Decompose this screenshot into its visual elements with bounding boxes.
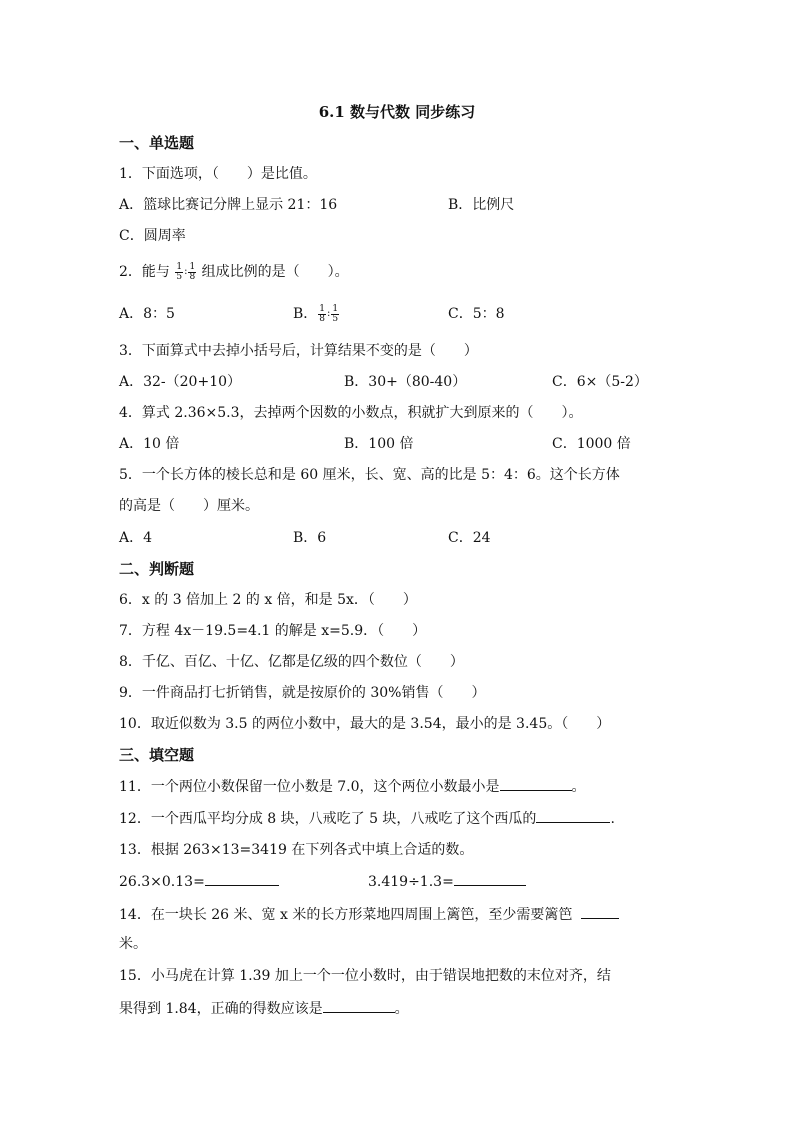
question-1-stem: 1．下面选项，（ ）是比值。 (119, 166, 317, 182)
section-heading-fill-blank: 三、填空题 (119, 746, 195, 764)
question-5-option-a: A．4 (119, 530, 153, 546)
question-4-option-b: B．100 倍 (344, 436, 414, 452)
question-8: 8．千亿、百亿、十亿、亿都是亿级的四个数位（ ） (119, 654, 464, 670)
question-3-options (119, 372, 719, 392)
fraction: $\frac{1}{8}$ (319, 303, 326, 324)
answer-blank[interactable] (454, 871, 526, 886)
question-10: 10．取近似数为 3.5 的两位小数中，最大的是 3.54，最小的是 3.45。（ ） (119, 716, 611, 732)
question-3-option-b: B．30+（80-40） (344, 374, 467, 390)
question-7: 7．方程 4x－19.5=4.1 的解是 x=5.9．（ ） (119, 623, 427, 639)
question-14-line-1 (119, 904, 619, 925)
question-15-line-1: 15．小马虎在计算 1.39 加上一个一位小数时，由于错误地把数的末位对齐，结 (119, 968, 611, 984)
question-5-option-b: B．6 (293, 530, 327, 546)
answer-blank[interactable] (323, 998, 395, 1013)
question-1-option-c: C．圆周率 (119, 228, 186, 244)
question-9: 9．一件商品打七折销售，就是按原价的 30%销售（ ） (119, 685, 486, 701)
fraction: $\frac{1}{5}$ (176, 261, 183, 282)
question-4-option-c: C．1000 倍 (552, 436, 631, 452)
question-12-stem: 12．一个西瓜平均分成 8 块，八戒吃了 5 块，八戒吃了这个西瓜的 (119, 811, 537, 827)
question-1-option-b: B．比例尺 (448, 197, 515, 213)
question-4-option-a: A．10 倍 (119, 436, 180, 452)
question-2-prefix: 2．能与 (119, 264, 170, 280)
question-3-stem: 3．下面算式中去掉小括号后，计算结果不变的是（ ） (119, 343, 478, 359)
question-14-stem: 14．在一块长 26 米、宽 x 米的长方形菜地四周围上篱笆，至少需要篱笆 (119, 907, 573, 923)
page-title: 6.1 数与代数 同步练习 (318, 103, 476, 121)
question-11-stem: 11．一个两位小数保留一位小数是 7.0，这个两位小数最小是 (119, 779, 500, 795)
question-5-stem-line-1: 5．一个长方体的棱长总和是 60 厘米，长、宽、高的比是 5：4：6。这个长方体 (119, 467, 620, 483)
question-5-option-c: C．24 (448, 530, 491, 546)
question-12: 12．一个西瓜平均分成 8 块，八戒吃了 5 块，八戒吃了这个西瓜的 . (119, 808, 615, 829)
question-2-options (119, 304, 719, 324)
question-2-option-a: A．8：5 (119, 306, 175, 322)
answer-blank[interactable] (536, 808, 610, 823)
question-3-option-a: A．32-（20+10） (119, 374, 242, 390)
question-15-stem: 果得到 1.84，正确的得数应该是 (119, 1001, 323, 1017)
fraction: $\frac{1}{5}$ (332, 303, 339, 324)
question-6: 6．x 的 3 倍加上 2 的 x 倍，和是 5x．（ ） (119, 592, 417, 608)
fraction: $\frac{1}{8}$ (189, 261, 196, 282)
question-1-option-a: A．篮球比赛记分牌上显示 21：16 (119, 197, 338, 213)
answer-blank[interactable] (500, 776, 572, 791)
question-13-items (119, 871, 719, 891)
question-2-suffix: 组成比例的是（ ）。 (201, 264, 349, 280)
question-1-options (119, 195, 719, 215)
question-14-line-2: 米。 (119, 936, 147, 952)
question-13-stem: 13．根据 263×13=3419 在下列各式中填上合适的数。 (119, 842, 474, 858)
answer-blank[interactable] (581, 904, 619, 919)
question-3-option-c: C．6×（5-2） (552, 374, 648, 390)
section-heading-true-false: 二、判断题 (119, 560, 195, 578)
question-13-right: 3.419÷1.3= (368, 871, 526, 892)
question-2-option-b: B． $\frac{1}{8}$ : $\frac{1}{5}$ (293, 303, 339, 324)
question-5-options (119, 528, 719, 548)
question-2-stem: 2．能与 $\frac{1}{5}$ : $\frac{1}{8}$ 组成比例的是（ ）。 (119, 261, 349, 282)
question-5-stem-line-2: 的高是（ ）厘米。 (119, 498, 259, 514)
question-2-option-c: C．5：8 (448, 306, 505, 322)
question-4-stem: 4．算式 2.36×5.3，去掉两个因数的小数点，积就扩大到原来的（ ）。 (119, 405, 583, 421)
question-11: 11．一个两位小数保留一位小数是 7.0，这个两位小数最小是 。 (119, 776, 586, 797)
question-4-options (119, 434, 719, 454)
question-13-left: 26.3×0.13= (119, 871, 279, 892)
section-heading-single-choice: 一、单选题 (119, 134, 195, 152)
answer-blank[interactable] (205, 871, 279, 886)
question-15-line-2: 果得到 1.84，正确的得数应该是 。 (119, 998, 409, 1019)
